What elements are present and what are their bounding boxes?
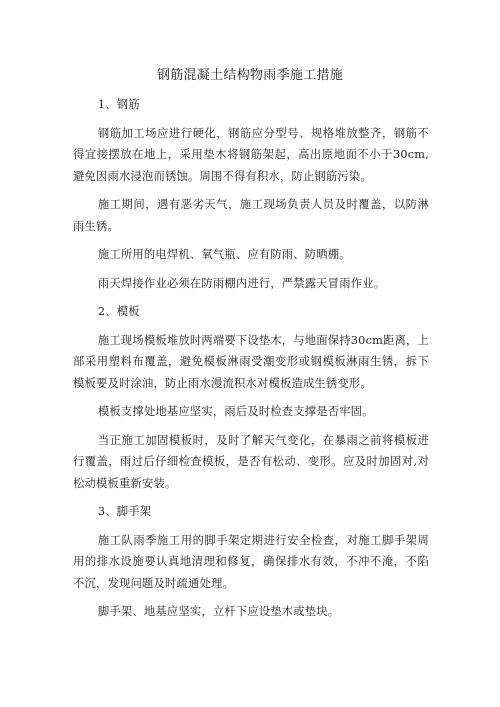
paragraph: 模板支撑处地基应坚实，雨后及时检查支撑是否牢固。 bbox=[97, 405, 374, 418]
section-heading-rebar: 1、钢筋 bbox=[97, 98, 140, 111]
section-heading-formwork: 2、模板 bbox=[97, 305, 140, 318]
paragraph: 施工所用的电焊机、氧气瓶、应有防雨、防晒棚。 bbox=[97, 248, 351, 261]
paragraph: 施工期间，遇有恶劣天气，施工现场负责人员及时覆盖，以防淋雨生锈。 bbox=[73, 198, 429, 233]
paragraph: 脚手架、地基应坚实，立杆下应设垫木或垫块。 bbox=[97, 605, 340, 618]
paragraph: 钢筋加工场应进行硬化，钢筋应分型号、规格堆放整齐，钢筋不得宜接摆放在地上，采用垫木将钢筋架起，高出原地面不小于30cm,避免因雨水浸泡而锈蚀。周围不得有积水，防止钢筋污染。 bbox=[73, 126, 429, 183]
document-body bbox=[73, 94, 429, 630]
paragraph: 当正施工加固模板时，及时了解天气变化，在暴雨之前将模板进行覆盖，雨过后仔细检查模板，是否有松动、变形。应及时加固对,对松动模板重新安装。 bbox=[73, 433, 429, 490]
document-title: 钢筋混凝土结构物雨季施工措施 bbox=[156, 68, 344, 83]
paragraph: 雨天焊接作业必须在防雨棚内进行，严禁露天冒雨作业。 bbox=[97, 276, 386, 290]
section-heading-scaffold: 3、脚手架 bbox=[97, 505, 152, 518]
paragraph: 施工现场模板堆放时两端要下设垫木，与地面保持30cm距离，上部采用塑料布覆盖，避免模板淋雨受潮变形或钢模板淋雨生锈，拆下模板要及时涂油，防止雨水漫流积水对模板造成生锈变形。 bbox=[73, 333, 429, 390]
paragraph: 施工队雨季施工用的脚手架定期进行安全检查，对施工脚手架周用的排水设施要认真地清理和修复，确保排水有效，不冲不淹，不陷不沉，发现问题及时疏通处理。 bbox=[73, 533, 429, 590]
